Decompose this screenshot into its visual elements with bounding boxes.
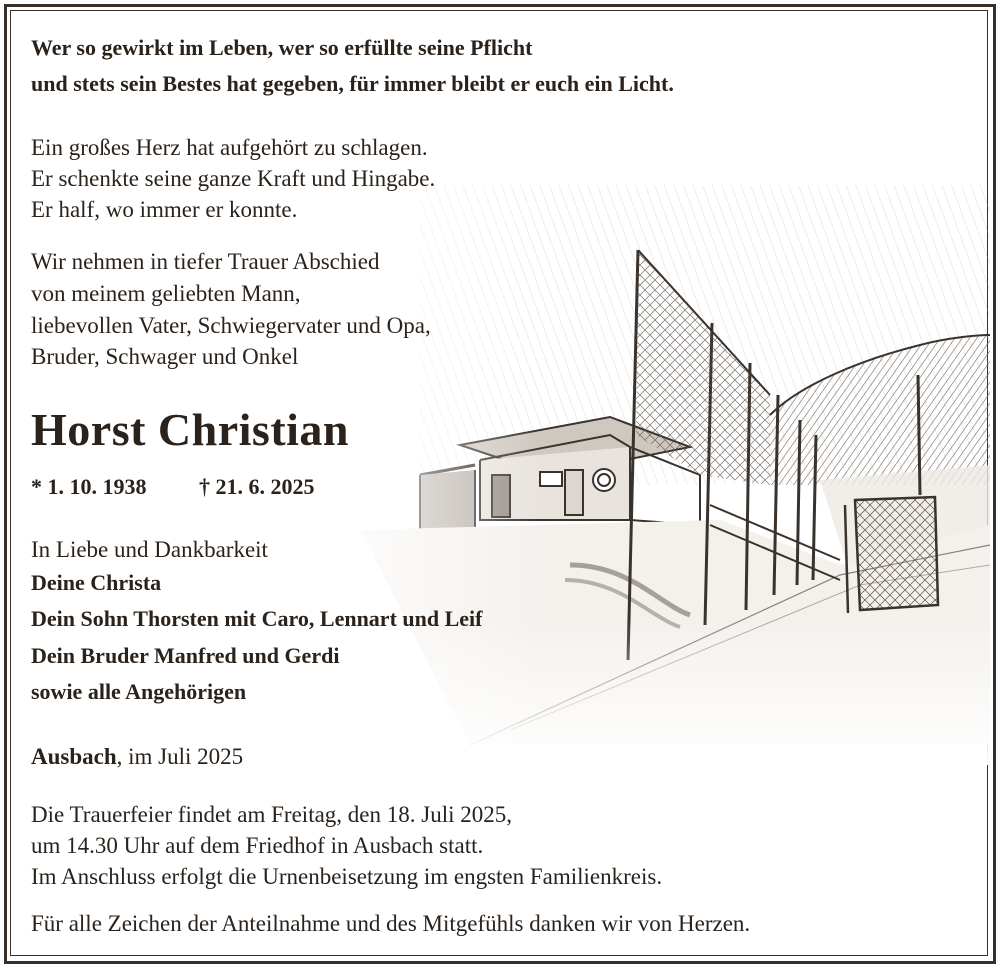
motto-line-2: und stets sein Bestes hat gegeben, für immer bleibt er euch ein Licht. (31, 71, 674, 96)
service-line-1: Die Trauerfeier findet am Freitag, den 18. Juli 2025, (31, 802, 512, 827)
sportsground-sketch (300, 185, 990, 765)
place-town: Ausbach (31, 744, 117, 769)
mourners-intro: In Liebe und Dankbarkeit (31, 537, 268, 562)
intro-line-3: Er half, wo immer er konnte. (31, 197, 298, 222)
sketch-svg (300, 185, 990, 765)
intro-line-2: Er schenkte seine ganze Kraft und Hingabe. (31, 166, 436, 191)
death-date: † 21. 6. 2025 (199, 474, 315, 499)
service-line-2: um 14.30 Uhr auf dem Friedhof in Ausbach statt. (31, 833, 484, 858)
place-month: , im Juli 2025 (116, 744, 244, 769)
farewell-line-2: von meinem geliebten Mann, (31, 281, 301, 306)
birth-date: * 1. 10. 1938 (31, 474, 147, 499)
life-dates (31, 472, 315, 502)
service-line-3: Im Anschluss erfolgt die Urnenbeisetzung im engsten Familienkreis. (31, 864, 663, 889)
thanks-line: Für alle Zeichen der Anteilnahme und des Mitgefühls danken wir von Herzen. (31, 911, 751, 936)
mourner-4: sowie alle Angehörigen (31, 679, 247, 704)
mourner-3: Dein Bruder Manfred und Gerdi (31, 643, 340, 668)
farewell-line-3: liebevollen Vater, Schwiegervater und Opa, (31, 313, 431, 338)
place-date (31, 741, 243, 773)
mourner-2: Dein Sohn Thorsten mit Caro, Lennart und Leif (31, 606, 483, 631)
intro-line-1: Ein großes Herz hat aufgehört zu schlagen. (31, 135, 428, 160)
motto-line-1: Wer so gewirkt im Leben, wer so erfüllte seine Pflicht (31, 35, 533, 60)
farewell-line-4: Bruder, Schwager und Onkel (31, 344, 299, 369)
deceased-name: Horst Christian (31, 404, 349, 455)
farewell-line-1: Wir nehmen in tiefer Trauer Abschied (31, 249, 380, 274)
mourner-1: Deine Christa (31, 570, 162, 595)
